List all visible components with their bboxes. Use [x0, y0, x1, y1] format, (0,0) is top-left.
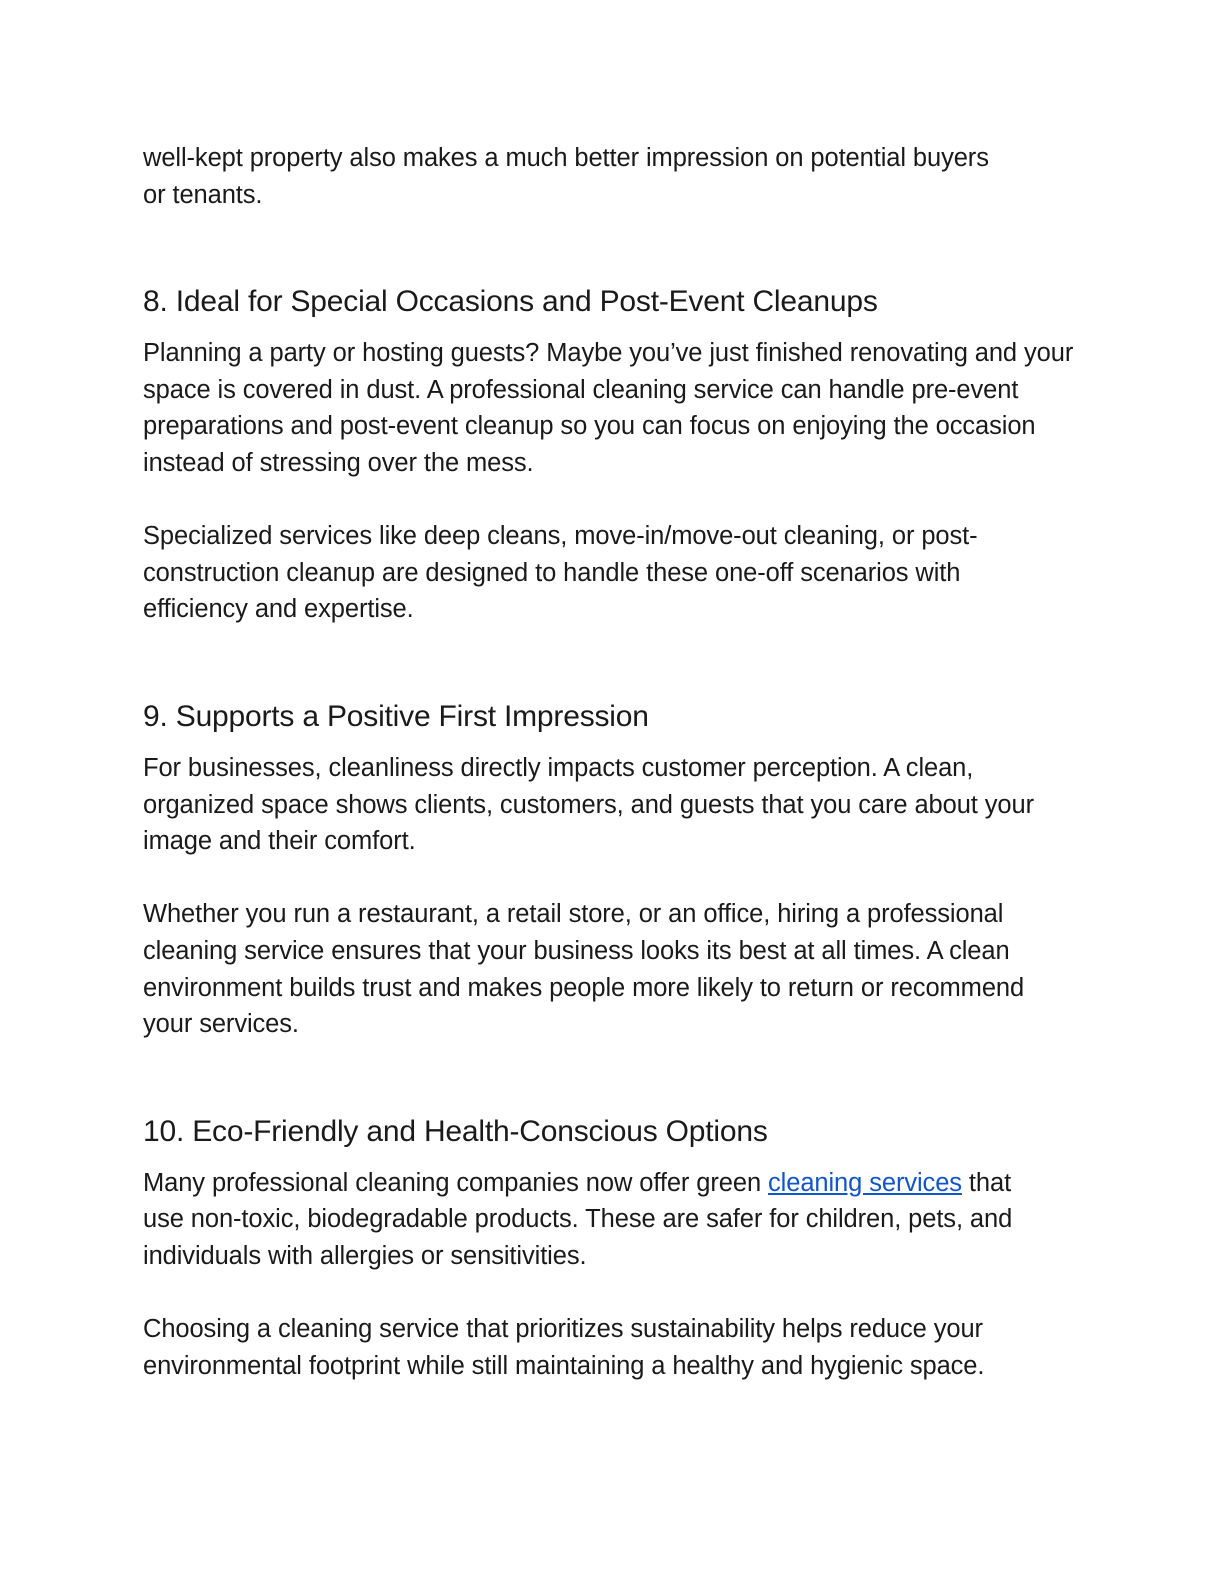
cleaning-services-link[interactable]: cleaning services: [768, 1168, 962, 1197]
section-9-paragraph-1: For businesses, cleanliness directly impacts customer perception. A clean, organized space shows clients, customers, and guests that you care about your image and their comfort.: [143, 753, 1034, 856]
section-8-paragraph-1: Planning a party or hosting guests? Maybe you’ve just finished renovating and your space is covered in dust. A professional cleaning service can handle pre-event preparations and post-event cleanup so you can focus on enjoying the occasion instead of stressing over the mess.: [143, 339, 1074, 477]
section-10-text-before-link: Many professional cleaning companies now offer green: [143, 1168, 769, 1197]
section-8-heading: 8. Ideal for Special Occasions and Post-Event Cleanups: [143, 285, 878, 319]
section-10-paragraph-2: Choosing a cleaning service that prioritizes sustainability helps reduce your environmental footprint while still maintaining a healthy and hygienic space.: [143, 1315, 985, 1380]
section-10-heading: 10. Eco-Friendly and Health-Conscious Options: [143, 1114, 768, 1148]
section-8-paragraph-2: Specialized services like deep cleans, move-in/move-out cleaning, or post-construction cleanup are designed to handle these one-off scenarios with efficiency and expertise.: [143, 522, 978, 624]
section-10-paragraph-1: [143, 1165, 1058, 1275]
section-9-heading: 9. Supports a Positive First Impression: [143, 699, 649, 733]
section-10-text-after-link: that use non-toxic, biodegradable products. These are safer for children, pets, and individuals with allergies or sensitivities.: [143, 1168, 1013, 1270]
document-page: [143, 140, 1083, 1384]
intro-paragraph: well-kept property also makes a much better impression on potential buyers or tenants.: [143, 144, 989, 209]
section-9-paragraph-2: Whether you run a restaurant, a retail store, or an office, hiring a professional cleaning service ensures that your business looks its best at all times. A clean environment builds trust and makes people more likely to return or recommend your services.: [143, 900, 1025, 1039]
